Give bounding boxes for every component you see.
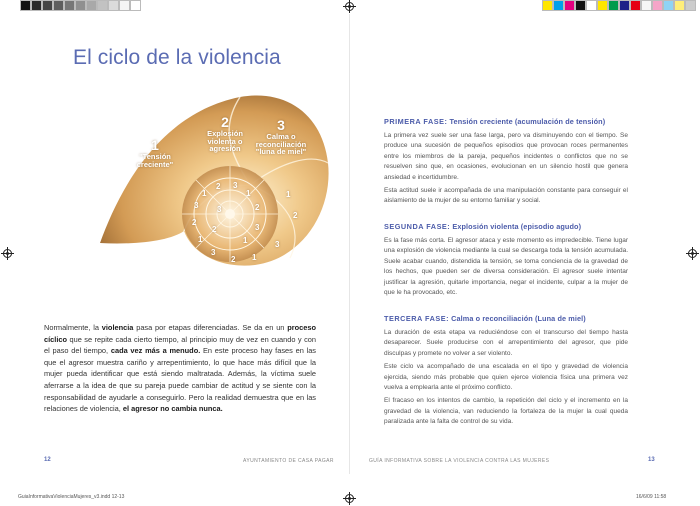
section-heading: PRIMERA FASE: Tensión creciente (acumulación de tensión) xyxy=(384,117,606,126)
color-swatch xyxy=(619,0,630,11)
spiral-number: 1 xyxy=(202,189,207,198)
color-swatch xyxy=(597,0,608,11)
footer-right: GUÍA INFORMATIVA SOBRE LA VIOLENCIA CONTRA LAS MUJERES xyxy=(369,458,550,464)
spiral-number: 1 xyxy=(246,189,251,198)
color-swatch xyxy=(586,0,597,11)
spiral-number: 2 xyxy=(212,225,217,234)
section-heading: SEGUNDA FASE: Explosión violenta (episodio agudo) xyxy=(384,222,582,231)
color-swatch xyxy=(20,0,31,11)
section-second-phase xyxy=(384,222,628,301)
section-heading: TERCERA FASE: Calma o reconciliación (Luna de miel) xyxy=(384,314,586,323)
color-swatch xyxy=(31,0,42,11)
spiral-number: 2 xyxy=(293,211,298,220)
spiral-number: 1 xyxy=(252,253,257,262)
spiral-number: 3 xyxy=(194,201,199,210)
section-paragraph: La primera vez suele ser una fase larga, pero va disminuyendo con el tiempo. Se produce una sucesión de pequeños episodios que provocan roces permanentes entre los miembros de la pareja, pequeños incidentes o conflictos que no se resuelven sino que, en ocasiones, evolucionan en un silencio hostil que genera ansiedad e incertidumbre. xyxy=(384,132,628,181)
phase-3-label xyxy=(242,118,320,156)
section-paragraph: Esta actitud suele ir acompañada de una manipulación constante para conseguir el aislamiento de la mujer de su entorno familiar y social. xyxy=(384,187,628,205)
spiral-number: 3 xyxy=(211,248,216,257)
phase-2-text: Explosión violenta o agresión xyxy=(207,128,243,154)
registration-mark-icon xyxy=(345,494,354,503)
color-swatch xyxy=(641,0,652,11)
page-title: El ciclo de la violencia xyxy=(73,46,281,69)
phase-3-text: Calma o reconciliación "luna de miel" xyxy=(255,131,307,157)
registration-mark-icon xyxy=(345,2,354,11)
page-spine xyxy=(349,14,350,474)
spiral-number: 3 xyxy=(255,223,260,232)
color-swatch xyxy=(53,0,64,11)
section-first-phase xyxy=(384,117,628,210)
phase-1-text: "Tensión creciente" xyxy=(136,151,174,169)
spiral-number: 3 xyxy=(217,205,222,214)
spiral-number: 1 xyxy=(286,190,291,199)
page-number-right: 13 xyxy=(648,457,655,463)
registration-mark-icon xyxy=(3,249,12,258)
color-swatch xyxy=(86,0,97,11)
color-swatch xyxy=(575,0,586,11)
color-swatch xyxy=(564,0,575,11)
page-number-left: 12 xyxy=(44,457,51,463)
section-paragraph: Este ciclo va acompañado de una escalada en el tipo y gravedad de violencia ejercida, siendo más probable que quien ejerce violencia física una primera vez vuelva a emplearla ante el próximo conflicto. xyxy=(384,363,628,392)
color-swatch xyxy=(663,0,674,11)
spiral-number: 3 xyxy=(275,240,280,249)
spiral-number: 3 xyxy=(233,181,238,190)
color-swatch xyxy=(630,0,641,11)
color-swatch xyxy=(674,0,685,11)
violence-cycle-diagram xyxy=(100,93,330,268)
intro-paragraph: Normalmente, la violencia pasa por etapas diferenciadas. Se da en un proceso cíclico que se repite cada cierto tiempo, al principio muy de vez en cuando y con el paso del tiempo, cada vez más a menudo. En este proceso hay fases en las que el agresor muestra cariño y arrepentimiento, lo que hace más difícil que la mujer pueda identificar que está siendo maltratada. Además, la víctima suele aferrarse a la idea de que su pareja puede cambiar de actitud y se siente con la responsabilidad de ayudarle a conseguirlo. Pero la realidad demuestra que en las relaciones de violencia, el agresor no cambia nunca. xyxy=(44,323,316,414)
color-swatch xyxy=(130,0,141,11)
color-swatch xyxy=(608,0,619,11)
phase-3-number: 3 xyxy=(277,117,285,133)
section-third-phase xyxy=(384,314,628,431)
slug-filename: GuiaInformativaViolenciaMujeres_v3.indd 12-13 xyxy=(18,494,125,500)
spiral-number: 1 xyxy=(198,235,203,244)
spiral-number: 1 xyxy=(243,236,248,245)
section-paragraph: Es la fase más corta. El agresor ataca y este momento es impredecible. Tiene lugar una explosión de violencia mediante la cual se descarga toda la tensión acumulada. Suele acabar cuando, distendida la tensión, se toma conciencia de la gravedad de los hechos, que pueden ser de diversa consideración. El agresor suele intentar justificar la agresión, quitarle importancia, negar el incidente, culpar a la mujer de que le ha provocado, etc. xyxy=(384,237,628,297)
spiral-number: 2 xyxy=(192,218,197,227)
emphasis: el agresor no cambia nunca. xyxy=(122,404,223,414)
phase-1-number: 1 xyxy=(151,137,159,153)
spiral-number: 2 xyxy=(231,255,236,264)
color-swatch xyxy=(542,0,553,11)
grayscale-bar xyxy=(20,0,141,11)
color-swatch xyxy=(553,0,564,11)
color-swatch xyxy=(97,0,108,11)
color-swatch xyxy=(42,0,53,11)
color-bar xyxy=(542,0,696,11)
color-swatch xyxy=(64,0,75,11)
color-swatch xyxy=(685,0,696,11)
section-paragraph: El fracaso en los intentos de cambio, la repetición del ciclo y el incremento en la gravedad de la violencia, van reduciendo la fortaleza de la mujer la cual queda paralizada ante la falta de control de su vida. xyxy=(384,397,628,426)
emphasis: cada vez más a menudo. xyxy=(110,346,201,356)
emphasis: violencia xyxy=(101,323,134,332)
color-swatch xyxy=(119,0,130,11)
color-swatch xyxy=(652,0,663,11)
color-swatch xyxy=(108,0,119,11)
emphasis: proceso cíclico xyxy=(44,323,316,344)
section-paragraph: La duración de esta etapa va reduciéndose con el transcurso del tiempo hasta desaparecer. Suele producirse con el arrepentimiento del agresor, que pide disculpas y promete no volver a ser violento. xyxy=(384,329,628,357)
registration-mark-icon xyxy=(688,249,697,258)
slug-date: 16/6/09 11:58 xyxy=(636,494,667,500)
color-swatch xyxy=(75,0,86,11)
footer-left: AYUNTAMIENTO DE CASA PAGAR xyxy=(243,458,334,464)
phase-1-label xyxy=(120,138,190,168)
spiral-number: 2 xyxy=(216,182,221,191)
spiral-number: 2 xyxy=(255,203,260,212)
phase-2-number: 2 xyxy=(221,114,229,130)
